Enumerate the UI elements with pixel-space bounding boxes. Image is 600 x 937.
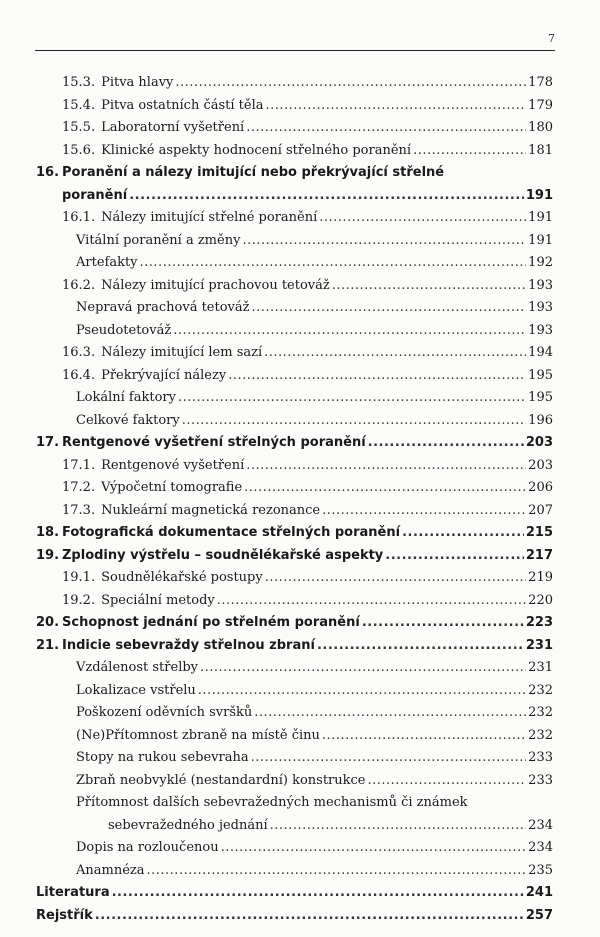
toc-entry <box>36 590 553 613</box>
toc-entry <box>36 365 553 388</box>
toc-entry-label: Překrývající nálezy <box>101 367 227 383</box>
toc-entry-label: Zbraň neobvyklé (nestandardní) konstrukce <box>76 772 366 788</box>
toc-entry-page: 219 <box>528 570 553 585</box>
toc-entry-page: 191 <box>525 187 553 203</box>
toc-entry-number: 17.2. <box>62 480 96 495</box>
toc-entry-page: 195 <box>528 390 553 405</box>
dot-leader <box>95 905 524 928</box>
dot-leader <box>368 770 527 793</box>
dot-leader <box>244 477 526 500</box>
table-of-contents <box>36 72 553 927</box>
toc-entry-label: Nálezy imitující lem sazí <box>101 345 263 360</box>
toc-entry-label: Laboratorní vyšetření <box>101 120 245 135</box>
toc-entry-number: 21. <box>36 637 60 653</box>
dot-leader <box>175 72 526 95</box>
toc-entry-number: 19. <box>36 547 60 563</box>
toc-entry <box>36 95 553 118</box>
toc-entry-page: 234 <box>528 817 553 833</box>
toc-entry-page: 195 <box>528 367 553 383</box>
toc-entry-number: 16.1. <box>62 210 96 225</box>
toc-entry-page: 215 <box>525 525 553 540</box>
toc-entry-page: 181 <box>528 142 553 158</box>
toc-entry <box>36 432 553 455</box>
dot-leader <box>246 117 526 140</box>
toc-entry <box>36 860 553 883</box>
toc-entry-page: 217 <box>525 547 553 563</box>
toc-entry <box>36 387 553 410</box>
toc-entry-label: Soudnělékařské postupy <box>101 570 263 585</box>
toc-entry <box>36 117 553 140</box>
toc-entry-number: 20. <box>36 615 60 630</box>
toc-entry <box>36 455 553 478</box>
toc-entry-label: Poranění a nálezy imitující nebo překrývající střelné <box>62 165 445 180</box>
toc-entry <box>36 410 553 433</box>
toc-entry <box>36 702 553 725</box>
dot-leader <box>182 410 526 433</box>
toc-entry <box>36 567 553 590</box>
toc-entry-page: 193 <box>528 322 553 338</box>
dot-leader <box>362 612 524 635</box>
toc-entry-page: 234 <box>528 840 553 855</box>
toc-entry-label: Anamnéza <box>76 862 145 878</box>
toc-entry-page: 193 <box>528 300 553 315</box>
dot-leader <box>112 882 524 905</box>
toc-entry-number: 15.4. <box>62 97 96 113</box>
toc-entry-label: Nálezy imitující prachovou tetováž <box>101 277 330 293</box>
toc-entry <box>36 162 553 185</box>
toc-entry-label: Vitální poranění a změny <box>76 232 241 248</box>
toc-entry-page: 235 <box>528 862 553 878</box>
toc-entry <box>36 320 553 343</box>
toc-entry-label: sebevražedného jednání <box>108 817 268 833</box>
toc-entry-label: Artefakty <box>76 255 138 270</box>
dot-leader <box>368 432 524 455</box>
toc-entry <box>36 905 553 928</box>
dot-leader <box>265 567 526 590</box>
dot-leader <box>242 230 526 253</box>
toc-entry <box>36 747 553 770</box>
dot-leader <box>198 680 526 703</box>
dot-leader <box>413 140 526 163</box>
toc-entry <box>36 207 553 230</box>
toc-entry-page: 194 <box>528 345 553 360</box>
toc-entry <box>36 635 553 658</box>
dot-leader <box>254 702 526 725</box>
toc-entry-number: 17.3. <box>62 502 96 518</box>
toc-entry <box>36 815 553 838</box>
toc-entry-label: Výpočetní tomografie <box>101 480 243 495</box>
toc-entry-number: 15.5. <box>62 120 96 135</box>
dot-leader <box>200 657 526 680</box>
toc-entry <box>36 140 553 163</box>
toc-entry <box>36 657 553 680</box>
dot-leader <box>228 365 526 388</box>
toc-entry-label: Stopy na rukou sebevraha <box>76 750 249 765</box>
toc-entry-label: Lokální faktory <box>76 390 176 405</box>
toc-entry-page: 191 <box>528 210 553 225</box>
toc-entry <box>36 612 553 635</box>
toc-entry-page: 241 <box>525 885 553 900</box>
toc-entry <box>36 522 553 545</box>
toc-entry-label: Rentgenové vyšetření <box>101 457 245 473</box>
toc-entry-page: 196 <box>528 412 553 428</box>
toc-entry-label: Nepravá prachová tetováž <box>76 300 250 315</box>
toc-entry-label: Celkové faktory <box>76 412 180 428</box>
toc-entry-label: Zplodiny výstřelu – soudnělékařské aspekty <box>62 547 384 563</box>
toc-entry-number: 15.6. <box>62 142 96 158</box>
toc-entry-label: Dopis na rozloučenou <box>76 840 219 855</box>
toc-entry-page: 233 <box>528 750 553 765</box>
toc-entry-page: 179 <box>528 97 553 113</box>
toc-entry <box>36 477 553 500</box>
dot-leader <box>402 522 524 545</box>
toc-entry <box>36 770 553 793</box>
toc-entry-page: 232 <box>528 727 553 743</box>
toc-entry-page: 193 <box>528 277 553 293</box>
toc-entry-label: Přítomnost dalších sebevražedných mechanismů či známek <box>76 795 468 810</box>
dot-leader <box>147 860 527 883</box>
toc-entry-label: Nálezy imitující střelné poranění <box>101 210 318 225</box>
toc-entry-label: Lokalizace vstřelu <box>76 682 196 698</box>
dot-leader <box>319 207 526 230</box>
dot-leader <box>217 590 526 613</box>
toc-entry-number: 18. <box>36 525 60 540</box>
toc-entry-number: 19.1. <box>62 570 96 585</box>
toc-entry-label: Indicie sebevraždy střelnou zbraní <box>62 637 315 653</box>
toc-entry-page: 203 <box>528 457 553 473</box>
toc-entry <box>36 342 553 365</box>
toc-entry-page: 231 <box>528 660 553 675</box>
toc-entry <box>36 837 553 860</box>
toc-entry <box>36 185 553 208</box>
toc-entry-label: Schopnost jednání po střelném poranění <box>62 615 360 630</box>
toc-entry-page: 223 <box>525 615 553 630</box>
toc-entry-label: Rentgenové vyšetření střelných poranění <box>62 435 366 450</box>
dot-leader <box>246 455 526 478</box>
toc-entry-page: 192 <box>528 255 553 270</box>
toc-entry-label: Literatura <box>36 885 110 900</box>
toc-entry <box>36 792 553 815</box>
dot-leader <box>221 837 527 860</box>
page-number: 7 <box>548 32 555 45</box>
dot-leader <box>270 815 527 838</box>
toc-entry-label: Pseudotetováž <box>76 322 172 338</box>
toc-entry-page: 220 <box>528 592 553 608</box>
dot-leader <box>385 545 524 568</box>
toc-entry-page: 203 <box>525 435 553 450</box>
toc-entry-page: 178 <box>528 75 553 90</box>
toc-entry-page: 206 <box>528 480 553 495</box>
toc-entry-number: 16.2. <box>62 277 96 293</box>
dot-leader <box>129 185 524 208</box>
toc-entry <box>36 725 553 748</box>
toc-entry-page: 231 <box>525 637 553 653</box>
toc-entry-page: 180 <box>528 120 553 135</box>
toc-entry-label: Poškození oděvních svršků <box>76 705 253 720</box>
dot-leader <box>173 320 526 343</box>
dot-leader <box>332 275 526 298</box>
toc-entry-page: 257 <box>525 907 553 923</box>
toc-entry-label: Rejstřík <box>36 907 93 923</box>
toc-entry <box>36 275 553 298</box>
dot-leader <box>317 635 524 658</box>
toc-entry-label: Pitva hlavy <box>101 75 174 90</box>
toc-entry <box>36 500 553 523</box>
toc-entry-number: 15.3. <box>62 75 96 90</box>
toc-entry-label: Speciální metody <box>101 592 215 608</box>
toc-entry-label: Nukleární magnetická rezonance <box>101 502 321 518</box>
toc-entry <box>36 297 553 320</box>
toc-entry-number: 17. <box>36 435 60 450</box>
toc-entry-label: Vzdálenost střelby <box>76 660 199 675</box>
dot-leader <box>178 387 526 410</box>
toc-entry-number: 16.4. <box>62 367 96 383</box>
toc-entry-page: 191 <box>528 232 553 248</box>
toc-entry <box>36 680 553 703</box>
header-rule <box>35 50 555 51</box>
dot-leader <box>264 342 526 365</box>
toc-entry-number: 16.3. <box>62 345 96 360</box>
toc-entry-page: 232 <box>528 705 553 720</box>
toc-entry <box>36 72 553 95</box>
toc-entry <box>36 545 553 568</box>
toc-entry-number: 17.1. <box>62 457 96 473</box>
toc-entry <box>36 252 553 275</box>
toc-entry-label: poranění <box>62 187 128 203</box>
dot-leader <box>322 500 526 523</box>
toc-entry <box>36 230 553 253</box>
toc-entry-number: 19.2. <box>62 592 96 608</box>
toc-entry-label: Pitva ostatních částí těla <box>101 97 264 113</box>
toc-entry-number: 16. <box>36 165 60 180</box>
toc-entry <box>36 882 553 905</box>
toc-entry-page: 233 <box>528 772 553 788</box>
toc-entry-page: 232 <box>528 682 553 698</box>
dot-leader <box>266 95 527 118</box>
dot-leader <box>322 725 526 748</box>
dot-leader <box>252 297 527 320</box>
toc-entry-label: Fotografická dokumentace střelných poranění <box>62 525 401 540</box>
toc-entry-label: (Ne)Přítomnost zbraně na místě činu <box>76 727 320 743</box>
toc-entry-page: 207 <box>528 502 553 518</box>
toc-entry-label: Klinické aspekty hodnocení střelného poranění <box>101 142 412 158</box>
dot-leader <box>140 252 527 275</box>
dot-leader <box>251 747 527 770</box>
